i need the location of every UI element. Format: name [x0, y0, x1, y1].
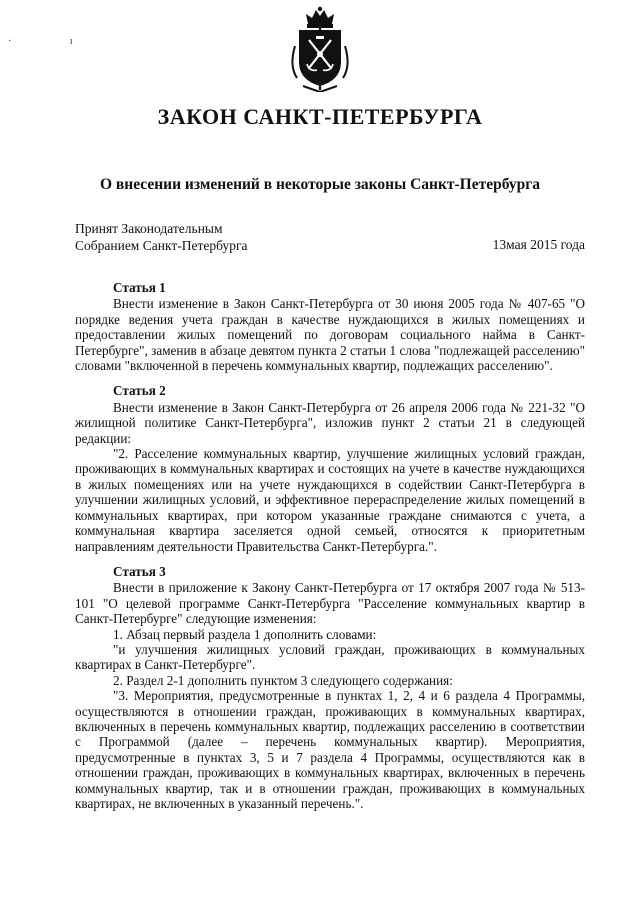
- law-body: [75, 280, 585, 821]
- article-paragraph: Внести в приложение к Закону Санкт-Петербурга от 17 октября 2007 года № 513-101 "О целевой программе Санкт-Петербурга "Расселение коммунальных квартир в Санкт-Петербурге" следующие изменения:: [75, 580, 585, 627]
- adoption-date: 13мая 2015 года: [492, 237, 585, 252]
- article-title: Статья 1: [113, 280, 166, 295]
- page-title: ЗАКОН САНКТ-ПЕТЕРБУРГА: [157, 104, 483, 129]
- article-paragraph: Внести изменение в Закон Санкт-Петербурга от 30 июня 2005 года № 407-65 "О порядке ведения учета граждан в качестве нуждающихся в жилых помещениях и предоставлении жилых помещений по договорам социального найма в Санкт-Петербурге", заменив в абзаце девятом пункта 2 статьи 1 слова "подлежащей расселению" словами "включенной в перечень коммунальных квартир, подлежащих расселению".: [75, 296, 585, 374]
- article-title: Статья 3: [113, 563, 166, 579]
- article-3: [75, 564, 585, 812]
- scan-specks: · ı: [8, 36, 101, 47]
- quoted-text: "и улучшения жилищных условий граждан, проживающих в коммунальных квартирах в Санкт-Петербурге".: [75, 641, 585, 673]
- law-subtitle: О внесении изменений в некоторые законы Санкт-Петербурга: [99, 176, 541, 193]
- adoption-line-2: Собранием Санкт-Петербурга: [75, 238, 248, 253]
- article-title: Статья 2: [113, 383, 166, 399]
- article-paragraph: 1. Абзац первый раздела 1 дополнить словами:: [113, 626, 377, 642]
- article-1: [75, 280, 585, 373]
- article-2: [75, 383, 585, 553]
- article-paragraph: Внести изменение в Закон Санкт-Петербурга от 26 апреля 2006 года № 221-32 "О жилищной политике Санкт-Петербурга", изложив пункт 2 статьи 21 в следующей редакции:: [75, 399, 585, 446]
- quoted-text: "2. Расселение коммунальных квартир, улучшение жилищных условий граждан, проживающих в коммунальных квартирах и состоящих на учете в качестве нуждающихся в жилых помещениях или на учете нуждающихся в содействии Санкт-Петербурга в улучшении жилищных условий, и эффективное перераспределение жилых помещений в коммунальных квартирах, при котором указанные граждане снимаются с учета, а коммунальная квартира заселяется одной семьей, относятся к приоритетным направлениям деятельности Правительства Санкт-Петербурга.".: [75, 446, 585, 554]
- article-paragraph: 2. Раздел 2-1 дополнить пунктом 3 следующего содержания:: [113, 672, 453, 688]
- coat-of-arms-icon: [287, 6, 353, 92]
- adoption-line-1: Принят Законодательным: [75, 221, 223, 236]
- quoted-text: "3. Мероприятия, предусмотренные в пунктах 1, 2, 4 и 6 раздела 4 Программы, осуществляются в отношении граждан, проживающих в коммунальных квартирах, включенных в перечень коммунальных квартир, подлежащих расселению в соответствии с Программой (далее – перечень коммунальных квартир). Мероприятия, предусмотренные в пунктах 3, 5 и 7 раздела 4 Программы, осуществляются как в отношении граждан, проживающих в коммунальных квартирах, включенных в перечень коммунальных квартир, так и в отношении граждан, проживающих в коммунальных квартирах, не включенных в указанный перечень.".: [75, 688, 585, 811]
- adoption-note: [75, 220, 248, 254]
